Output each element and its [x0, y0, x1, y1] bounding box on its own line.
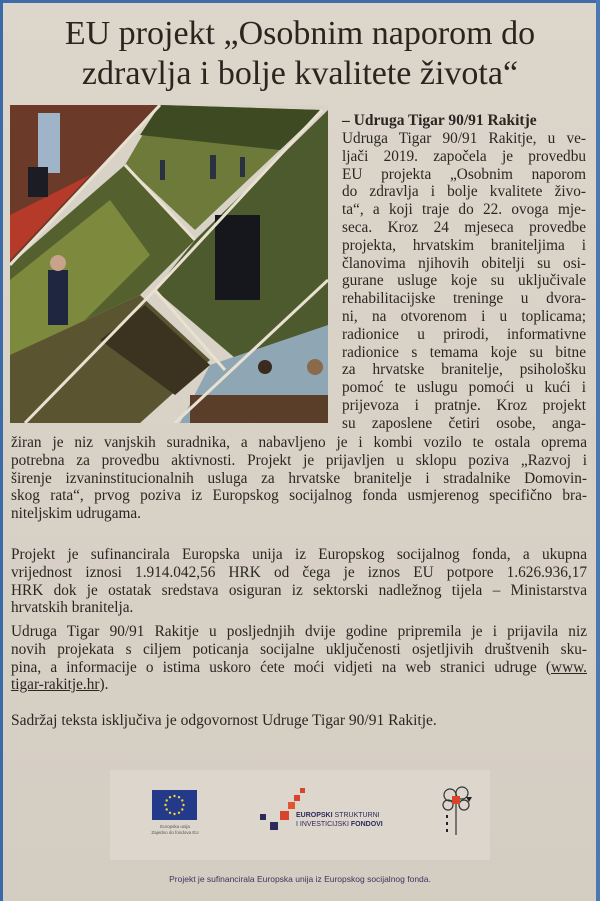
- body-line: Projekt je sufinancirala Europska unija iz Europskog socijalnog fonda, a ukupna: [11, 546, 587, 563]
- article-title: [0, 14, 600, 94]
- paragraph-project-call: [11, 434, 587, 523]
- funding-note: Projekt je sufinancirala Europska unija iz Europskog socijalnog fonda.: [169, 874, 431, 884]
- column-line: Udruga Tigar 90/91 Rakitje, u ve-: [342, 130, 586, 147]
- disclaimer-text: Sadržaj teksta isključiva je odgovornost Udruge Tigar 90/91 Rakitje.: [11, 712, 437, 729]
- body-line: niteljskim udrugama.: [11, 505, 142, 523]
- eu-stars-icon: [152, 790, 197, 820]
- column-line: ljači 2019. započela je provedbu: [342, 147, 586, 165]
- paragraph-funding: [11, 546, 587, 617]
- body-line: novih projekata s ciljem poticanja socijalne uključenosti osjetljivih društvenih sku-: [11, 640, 587, 658]
- body-text: ).: [99, 676, 109, 694]
- column-line: prijevoza i pratnje. Kroz projekt: [342, 396, 586, 414]
- eu-caption-line: Europska unija: [160, 824, 190, 829]
- title-line-1: EU projekt „Osobnim naporom do: [64, 15, 536, 52]
- column-line: ni, na otvorenom i u toplicama;: [342, 307, 586, 325]
- page-edge-top: [0, 0, 600, 3]
- photo-collage: [10, 105, 328, 423]
- column-line: rehabilitacijske treninge u dvora-: [342, 290, 586, 308]
- column-line: članovima njihovih obitelji su osi-: [342, 254, 586, 272]
- body-line: vrijednost iznosi 1.914.042,56 HRK od čega je iznos EU potpore 1.626.936,17: [11, 563, 587, 581]
- esif-logo-text: [296, 811, 383, 829]
- column-line: radionice s temama koje su bitne: [342, 343, 586, 361]
- title-line-2: zdravlja i bolje kvalitete života“: [81, 55, 519, 92]
- body-line: potrebna za provedbu aktivnosti. Projekt je prijavljen u sklopu poziva „Razvoj i: [11, 451, 587, 469]
- eu-caption-line: Zajedno do fondova EU: [151, 830, 199, 835]
- column-line: EU projekta „Osobnim naporom: [342, 165, 586, 183]
- column-line: gurane usluge koje su uključivale: [342, 272, 586, 290]
- esf-flower-logo: [438, 785, 478, 840]
- eu-logo-caption: [135, 824, 215, 836]
- website-link[interactable]: tigar-rakitje.hr: [11, 676, 100, 694]
- column-line: za hrvatske branitelje, psihološku: [342, 361, 586, 379]
- page-edge-right: [596, 0, 600, 901]
- body-line: žiran je niz vanjskih suradnika, a nabavljeno je i kombi vozilo te ostala oprema: [11, 434, 587, 451]
- column-line: seca. Kroz 24 mjeseca provedbe: [342, 218, 586, 236]
- body-line: [11, 676, 587, 694]
- article-column-text: [342, 130, 586, 433]
- paragraph-new-projects: [11, 623, 587, 694]
- column-line: su zaposlene četiri osobe, anga-: [342, 414, 586, 432]
- body-line: [11, 659, 587, 677]
- column-line: do zdravlja i bolje kvalitete živo-: [342, 183, 586, 201]
- esif-line-2: I INVESTICIJSKI FONDOVI: [296, 821, 383, 828]
- body-line: hrvatskih branitelja.: [11, 599, 134, 617]
- page-edge-left: [0, 0, 3, 901]
- collage-image: [10, 105, 328, 423]
- body-line: Udruga Tigar 90/91 Rakitje u posljednjih dvije godine pripremila je i prijavila niz: [11, 623, 587, 640]
- body-line: širenje izvaninstitucionalnih usluga za hrvatske branitelje i stradalnike Domovin-: [11, 469, 587, 487]
- column-line: projekta, hrvatskim braniteljima i: [342, 236, 586, 254]
- eu-flag-logo: [152, 790, 197, 820]
- website-link[interactable]: www.: [551, 658, 587, 676]
- esif-line-1: EUROPSKI STRUKTURNI: [296, 812, 380, 819]
- body-line: HRK dok je ostatak sredstava osiguran iz sektorski nadležnog tijela – Ministarstva: [11, 581, 587, 599]
- body-line: skog rata“, prvog poziva iz Europskog socijalnog fonda usmjerenog specifično bra-: [11, 487, 587, 505]
- body-text: pina, a informacije o istima uskoro ćete moći vidjeti na web stranici udruge (: [11, 658, 552, 676]
- column-line: radionice u prirodi, informativne: [342, 325, 586, 343]
- column-line: pomoć te uslugu pomoći u kući i: [342, 379, 586, 397]
- article-byline: – Udruga Tigar 90/91 Rakitje: [342, 112, 537, 129]
- column-line: ta“, a koji traje do 22. ovoga mje-: [342, 201, 586, 219]
